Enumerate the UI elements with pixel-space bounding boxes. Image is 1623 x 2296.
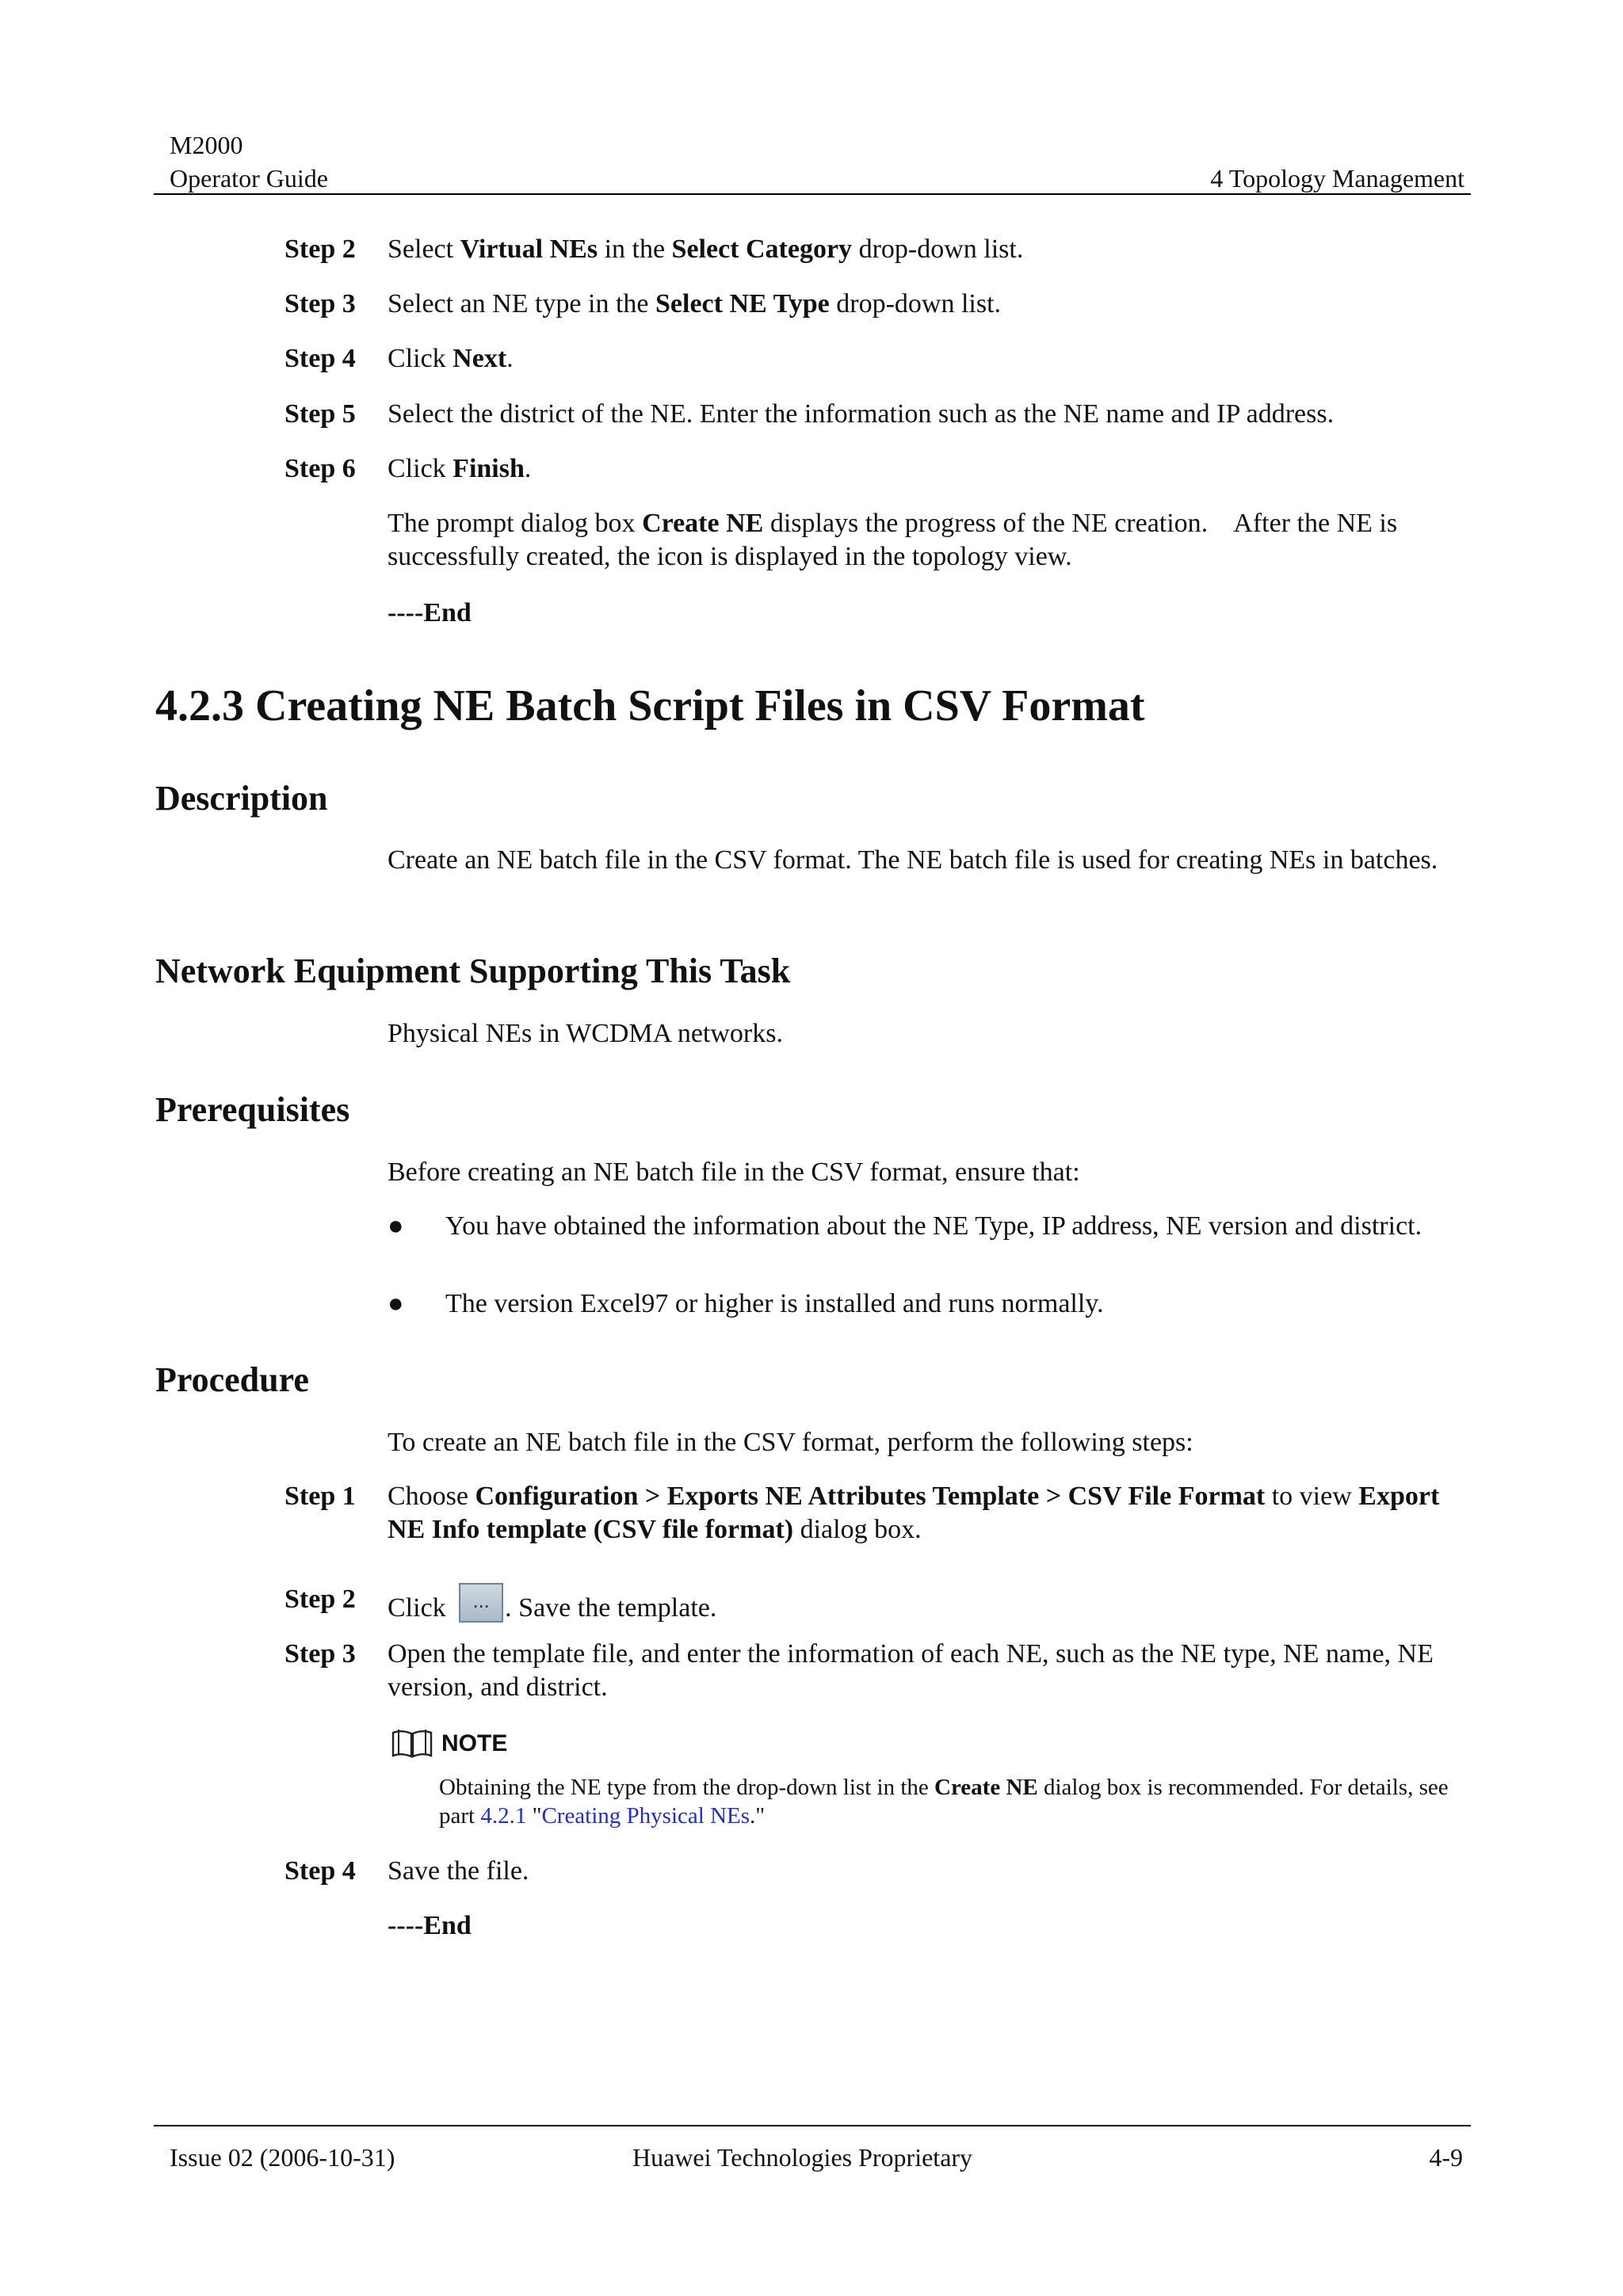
note-title: NOTE xyxy=(441,1730,508,1756)
step-label: Step 4 xyxy=(285,344,356,373)
step-text: Select Virtual NEs in the Select Category drop-down list. xyxy=(388,235,1024,264)
step-label: Step 3 xyxy=(285,289,356,318)
step-text: Open the template file, and enter the information of each NE, such as the NE type, NE name, NE version, and district. xyxy=(388,1639,1434,1702)
step-text: Click Next. xyxy=(388,344,514,373)
creating-physical-nes-link[interactable]: Creating Physical NEs xyxy=(541,1803,750,1829)
step-label: Step 1 xyxy=(285,1482,356,1511)
header-guide-title: Operator Guide xyxy=(170,164,328,193)
step-text: Save the file. xyxy=(388,1856,529,1886)
description-heading: Description xyxy=(155,779,328,818)
step-text: Select the district of the NE. Enter the information such as the NE name and IP address. xyxy=(388,399,1335,429)
step-label: Step 3 xyxy=(285,1639,356,1669)
step-text: Click ... . Save the template. xyxy=(388,1583,1465,1625)
step-text: Choose Configuration > Exports NE Attributes Template > CSV File Format to view Export NE Info template (CSV file format) dialog box. xyxy=(388,1482,1440,1544)
equipment-heading: Network Equipment Supporting This Task xyxy=(155,952,791,990)
section-title: 4.2.3 Creating NE Batch Script Files in CSV Format xyxy=(155,681,1145,730)
note-body: Obtaining the NE type from the drop-down list in the Create NE dialog box is recommended. For details, see part 4.2.1 "Creating Physical NEs." xyxy=(439,1775,1449,1829)
footer-issue: Issue 02 (2006-10-31) xyxy=(170,2143,395,2172)
prerequisites-heading: Prerequisites xyxy=(155,1090,350,1129)
footer-page-number: 4-9 xyxy=(1429,2143,1463,2172)
note-header xyxy=(391,1728,507,1760)
procedure-heading: Procedure xyxy=(155,1360,309,1399)
step-text: Click Finish. xyxy=(388,454,532,483)
ellipsis-button-icon: ... xyxy=(459,1583,503,1623)
equipment-text: Physical NEs in WCDMA networks. xyxy=(388,1019,783,1048)
document-page: M2000 Operator Guide 4 Topology Management Step 2 Select Virtual NEs in the Select Category drop-down list. Step 3 Select an NE type in the Select NE Type drop-down list. Step 4 Click Next. Step 5 Select the district of the NE. Enter the information such as the NE name and IP address. Step 6 Click Finish. The prompt dialog box Create NE displays the progress of the NE creation. After the NE is successfully created, the icon is displayed in the topology view. ----End 4.2.3 Creating NE Batch Script Files in CSV Format Description Create an NE batch file in the CSV format. The NE batch file is used for creating NEs in batches. Network Equipment Supporting This Task Physical NEs in WCDMA networks. Prerequisites Before creating an NE batch file in the CSV format, ensure that: ● You have obtained the information about the NE Type, IP address, NE version and district. ● The version Excel97 or higher is installed and runs normally. Procedure To create an NE batch file in the CSV format, perform the following steps: Step 1 Choose Configuration > Exports NE Attributes Template > CSV File Format to view Export NE Info template (CSV file format) dialog box. Step 2 Click ... . Save the template. Step 3 Open the template file, and enter the information of each NE, such as the NE type, NE name, NE version, and district. NOTE Obtaining the NE type from the drop-down list in the Create NE dialog box is recommended. For details, see part 4.2.1 "Creating Physical NEs." Step 4 Save the file. ----End Issue 02 (2006-10-31) Huawei Technologies Proprietary 4-9 xyxy=(0,0,1623,2296)
step-label: Step 2 xyxy=(285,1585,356,1614)
finish-result-text: The prompt dialog box Create NE displays the progress of the NE creation. After the NE is successfully created, the icon is displayed in the topology view. xyxy=(388,509,1398,571)
step-label: Step 6 xyxy=(285,454,356,483)
step-label: Step 5 xyxy=(285,399,356,429)
prerequisites-intro: Before creating an NE batch file in the CSV format, ensure that: xyxy=(388,1158,1080,1187)
section-ref-link[interactable]: 4.2.1 xyxy=(480,1803,527,1829)
header-chapter: 4 Topology Management xyxy=(1210,164,1465,193)
bullet-icon: ● xyxy=(388,1289,404,1318)
book-icon xyxy=(391,1728,433,1760)
end-marker: ----End xyxy=(388,598,472,627)
procedure-intro: To create an NE batch file in the CSV format, perform the following steps: xyxy=(388,1428,1193,1457)
end-marker: ----End xyxy=(388,1911,472,1940)
bullet-icon: ● xyxy=(388,1211,404,1241)
step-text: Select an NE type in the Select NE Type drop-down list. xyxy=(388,289,1002,318)
footer-proprietary: Huawei Technologies Proprietary xyxy=(632,2143,973,2172)
header-rule xyxy=(154,193,1471,195)
header-product: M2000 xyxy=(170,131,243,159)
description-text: Create an NE batch file in the CSV format. The NE batch file is used for creating NEs in batches. xyxy=(388,845,1438,875)
step-label: Step 2 xyxy=(285,235,356,264)
footer-rule xyxy=(154,2125,1471,2126)
step-label: Step 4 xyxy=(285,1856,356,1886)
